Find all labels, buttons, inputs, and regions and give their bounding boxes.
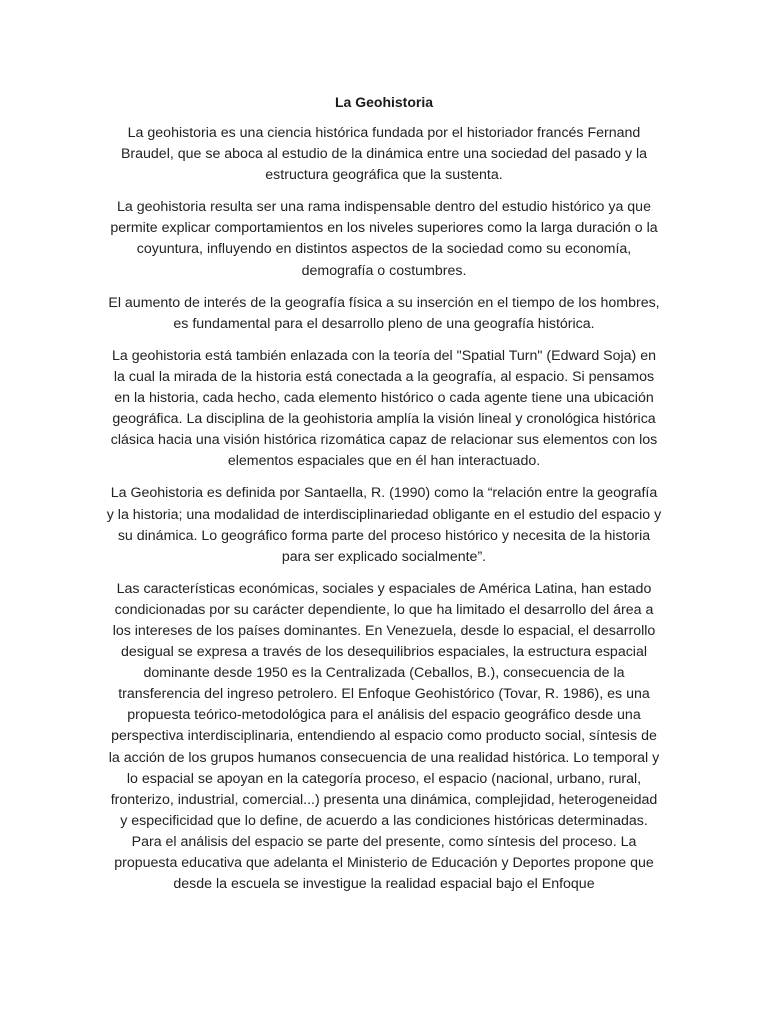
paragraph-1: La geohistoria es una ciencia histórica fundada por el historiador francés Fernand Braudel, que se aboca al estudio de la dinámica entre una sociedad del pasado y la estructura geográfica que la sustenta.: [120, 125, 648, 184]
paragraph-3: El aumento de interés de la geografía física a su inserción en el tiempo de los hombres, es fundamental para el desarrollo pleno de una geografía histórica.: [108, 294, 660, 332]
document-page: [106, 92, 662, 906]
paragraph-2: La geohistoria resulta ser una rama indispensable dentro del estudio histórico ya que permite explicar comportamientos en los niveles superiores como la larga duración o la coyuntura, influyendo en distintos aspectos de la sociedad como su economía, demografía o costumbres.: [110, 199, 658, 279]
document-title: La Geohistoria: [334, 94, 434, 110]
paragraph-4: La geohistoria está también enlazada con la teoría del "Spatial Turn" (Edward Soja) en la cual la mirada de la historia está conectada a la geografía, al espacio. Si pensamos en la historia, cada hecho, cada elemento histórico o cada agente tiene una ubicación geográfica. La disciplina de la geohistoria amplía la visión lineal y cronológica histórica clásica hacia una visión histórica rizomática capaz de relacionar sus elementos con los elementos espaciales que en él han interactuado.: [110, 347, 658, 470]
paragraph-5: La Geohistoria es definida por Santaella, R. (1990) como la “relación entre la geografía y la historia; una modalidad de interdisciplinariedad obligante en el estudio del espacio y su dinámica. Lo geográfico forma parte del proceso histórico y necesita de la historia para ser explicado socialmente”.: [106, 485, 662, 565]
paragraph-6: Las características económicas, sociales y espaciales de América Latina, han estado condicionadas por su carácter dependiente, lo que ha limitado el desarrollo del área a los intereses de los países dominantes. En Venezuela, desde lo espacial, el desarrollo desigual se expresa a través de los desequilibrios espaciales, la estructura espacial dominante desde 1950 es la Centralizada (Ceballos, B.), consecuencia de la transferencia del ingreso petrolero. El Enfoque Geohistórico (Tovar, R. 1986), es una propuesta teórico-metodológica para el análisis del espacio geográfico desde una perspectiva interdisciplinaria, entendiendo al espacio como producto social, síntesis de la acción de los grupos humanos consecuencia de una realidad histórica. Lo temporal y lo espacial se apoyan en la categoría proceso, el espacio (nacional, urbano, rural, fronterizo, industrial, comercial...) presenta una dinámica, complejidad, heterogeneidad y especificidad que lo define, de acuerdo a las condiciones históricas determinadas. Para el análisis del espacio se parte del presente, como síntesis del proceso. La propuesta educativa que adelanta el Ministerio de Educación y Deportes propone que desde la escuela se investigue la realidad espacial bajo el Enfoque: [108, 580, 660, 893]
